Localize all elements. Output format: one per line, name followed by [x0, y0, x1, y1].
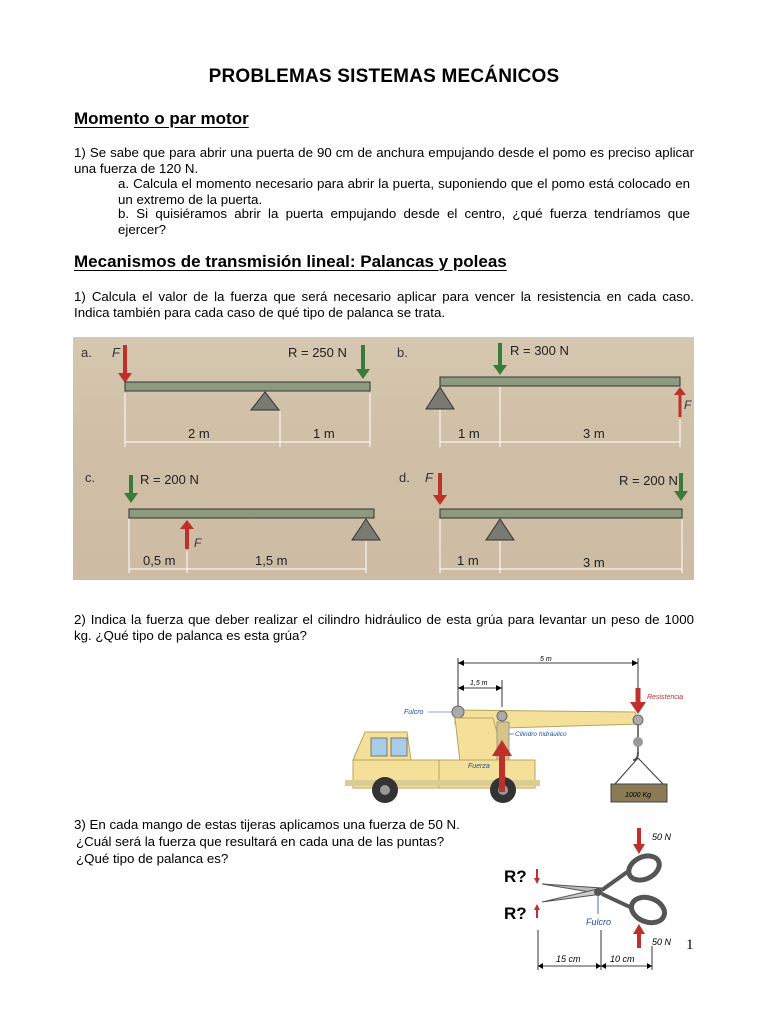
lever-a-force-label: F [112, 345, 120, 360]
lever-d-tag: d. [399, 470, 410, 485]
lever-a-tag: a. [81, 345, 92, 360]
lever-c-force-label: F [194, 536, 202, 550]
problem-1-item-b: b. Si quisiéramos abrir la puerta empujando desde el centro, ¿qué fuerza tendríamos que ejercer? [118, 206, 690, 237]
lever-b-resistance-label: R = 300 N [510, 343, 569, 358]
scissors-dist-1: 15 cm [556, 954, 581, 964]
lever-b-tag: b. [397, 345, 408, 360]
problem-1-item-a: a. Calcula el momento necesario para abrir la puerta, suponiendo que el pomo está colocado en un extremo de la puerta. [118, 176, 690, 207]
lever-a [81, 345, 370, 447]
scissors-force-bottom: 50 N [652, 937, 672, 947]
problem-lever-text: 1) Calcula el valor de la fuerza que será necesario aplicar para vencer la resistencia en cada caso. Indica también para cada caso de qué tipo de palanca se trata. [74, 289, 694, 320]
crane-dim-short: 1,5 m [470, 680, 488, 687]
problem-scissors-line-2: ¿Cuál será la fuerza que resultará en cada una de las puntas? [76, 834, 445, 849]
lever-c-dist-1: 0,5 m [143, 553, 176, 568]
problem-1-text: 1) Se sabe que para abrir una puerta de 90 cm de anchura empujando desde el pomo es preciso aplicar una fuerza de 120 N. [74, 145, 694, 176]
lever-b-force-label: F [684, 398, 692, 412]
lever-c-tag: c. [85, 470, 96, 485]
crane-dim-total: 5 m [540, 656, 552, 663]
crane-cilindro-label: Cilindro hidráulico [515, 731, 567, 738]
lever-c-resistance-label: R = 200 N [140, 472, 199, 487]
lever-d-force-label: F [425, 470, 433, 485]
crane-fuerza-label: Fuerza [468, 763, 490, 770]
lever-c [85, 470, 380, 573]
scissors-r-top: R? [504, 867, 527, 886]
lever-a-dist-2: 1 m [313, 426, 335, 441]
problem-crane-text: 2) Indica la fuerza que deber realizar el cilindro hidráulico de esta grúa para levantar un peso de 1000 kg. ¿Qué tipo de palanca es esta grúa? [74, 612, 694, 643]
lever-d-resistance-label: R = 200 N [619, 473, 678, 488]
scissors-diagram [502, 822, 692, 972]
lever-d-dist-1: 1 m [457, 553, 479, 568]
crane-resistencia-label: Resistencia [647, 694, 684, 701]
lever-c-dist-2: 1,5 m [255, 553, 288, 568]
lever-a-dist-1: 2 m [188, 426, 210, 441]
scissors-force-top: 50 N [652, 832, 672, 842]
page-title: PROBLEMAS SISTEMAS MECÁNICOS [208, 66, 560, 87]
section-heading-palancas: Mecanismos de transmisión lineal: Palancas y poleas [74, 252, 507, 271]
scissors-r-bottom: R? [504, 904, 527, 923]
scissors-dist-2: 10 cm [610, 954, 635, 964]
crane-weight-label: 1000 Kg [625, 792, 652, 799]
problem-scissors-line-3: ¿Qué tipo de palanca es? [76, 851, 229, 866]
crane-fulcro-label: Fulcro [404, 709, 424, 716]
page-number: 1 [686, 937, 694, 953]
lever-b [397, 343, 692, 447]
lever-b-dist-2: 3 m [583, 426, 605, 441]
scissors-fulcro-label: Fulcro [586, 917, 612, 927]
lever-d [399, 470, 688, 573]
lever-d-dist-2: 3 m [583, 555, 605, 570]
problem-scissors-line-1: 3) En cada mango de estas tijeras aplicamos una fuerza de 50 N. [74, 817, 460, 832]
lever-diagrams-photo [73, 337, 694, 580]
crane-diagram [345, 652, 697, 812]
section-heading-momento: Momento o par motor [74, 109, 249, 128]
lever-a-resistance-label: R = 250 N [288, 345, 347, 360]
lever-b-dist-1: 1 m [458, 426, 480, 441]
